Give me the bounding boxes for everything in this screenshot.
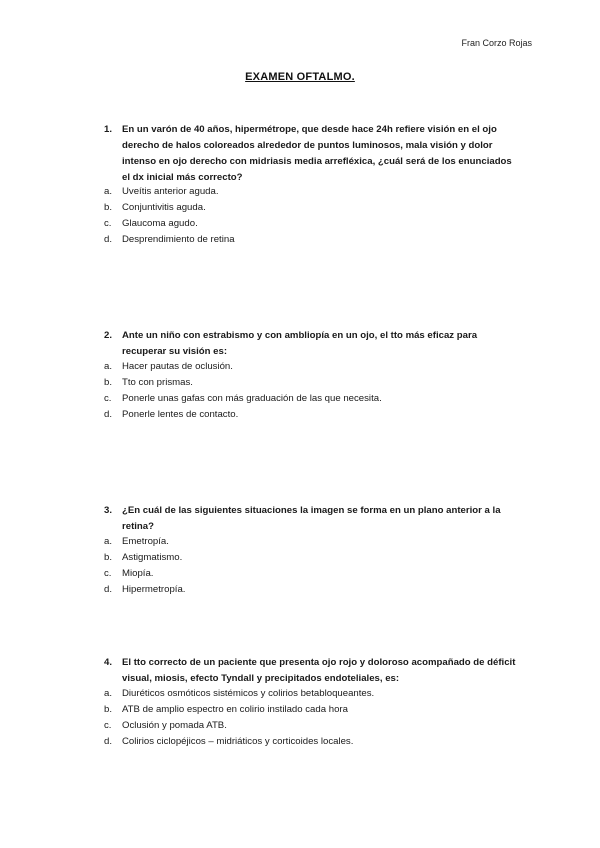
- question-text: ¿En cuál de las siguientes situaciones la imagen se forma en un plano anterior a la retina?: [122, 505, 501, 532]
- option-b: [0, 200, 600, 216]
- option-b: [0, 375, 600, 391]
- option-letter: a.: [104, 186, 113, 197]
- option-letter: c.: [104, 568, 112, 579]
- question-text: Ante un niño con estrabismo y con ambliopía en un ojo, el tto más eficaz para recuperar su visión es:: [122, 330, 478, 357]
- exam-title: EXAMEN OFTALMO.: [245, 71, 355, 83]
- option-c: [0, 216, 600, 232]
- option-letter: a.: [104, 361, 113, 372]
- author-name: Fran Corzo Rojas: [461, 38, 532, 48]
- question-text: En un varón de 40 años, hipermétrope, que desde hace 24h refiere visión en el ojo derecho de halos coloreados alrededor de puntos luminosos, mala visión y dolor intenso en ojo derecho con midriasis media arrefléxica, ¿cuál será de los enunciados el dx inicial más correcto?: [122, 124, 512, 183]
- option-letter: d.: [104, 409, 113, 420]
- option-d: [0, 734, 600, 750]
- option-text: Miopía.: [122, 568, 154, 579]
- option-text: Hacer pautas de oclusión.: [122, 361, 233, 372]
- option-text: Glaucoma agudo.: [122, 218, 198, 229]
- option-text: Hipermetropía.: [122, 584, 186, 595]
- option-text: Tto con prismas.: [122, 377, 193, 388]
- option-a: [0, 359, 600, 375]
- option-text: Desprendimiento de retina: [122, 234, 235, 245]
- option-a: [0, 534, 600, 550]
- option-letter: a.: [104, 536, 113, 547]
- options-list: [0, 359, 600, 423]
- option-letter: b.: [104, 704, 113, 715]
- option-text: Emetropía.: [122, 536, 169, 547]
- option-text: Diuréticos osmóticos sistémicos y colirios betabloqueantes.: [122, 688, 375, 699]
- option-a: [0, 184, 600, 200]
- option-b: [0, 550, 600, 566]
- option-c: [0, 718, 600, 734]
- option-b: [0, 702, 600, 718]
- option-text: Colirios ciclopéjicos – midriáticos y corticoides locales.: [122, 736, 354, 747]
- option-letter: c.: [104, 218, 112, 229]
- option-letter: d.: [104, 234, 113, 245]
- options-list: [0, 184, 600, 248]
- options-list: [0, 686, 600, 750]
- option-text: Astigmatismo.: [122, 552, 183, 563]
- question-number: 1.: [104, 124, 113, 135]
- option-text: Conjuntivitis aguda.: [122, 202, 206, 213]
- option-text: Ponerle lentes de contacto.: [122, 409, 239, 420]
- option-letter: b.: [104, 552, 113, 563]
- option-c: [0, 391, 600, 407]
- option-d: [0, 232, 600, 248]
- option-d: [0, 582, 600, 598]
- options-list: [0, 534, 600, 598]
- option-c: [0, 566, 600, 582]
- option-text: ATB de amplio espectro en colirio instilado cada hora: [122, 704, 348, 715]
- option-letter: d.: [104, 736, 113, 747]
- question-number: 3.: [104, 505, 113, 516]
- question-text: El tto correcto de un paciente que presenta ojo rojo y doloroso acompañado de déficit visual, miosis, efecto Tyndall y precipitados endoteliales, es:: [122, 657, 516, 684]
- option-d: [0, 407, 600, 423]
- option-letter: d.: [104, 584, 113, 595]
- option-letter: a.: [104, 688, 113, 699]
- option-text: Ponerle unas gafas con más graduación de las que necesita.: [122, 393, 382, 404]
- question-number: 4.: [104, 657, 113, 668]
- option-text: Uveítis anterior aguda.: [122, 186, 219, 197]
- question-number: 2.: [104, 330, 113, 341]
- option-letter: c.: [104, 720, 112, 731]
- option-letter: c.: [104, 393, 112, 404]
- option-text: Oclusión y pomada ATB.: [122, 720, 227, 731]
- option-letter: b.: [104, 377, 113, 388]
- option-letter: b.: [104, 202, 113, 213]
- option-a: [0, 686, 600, 702]
